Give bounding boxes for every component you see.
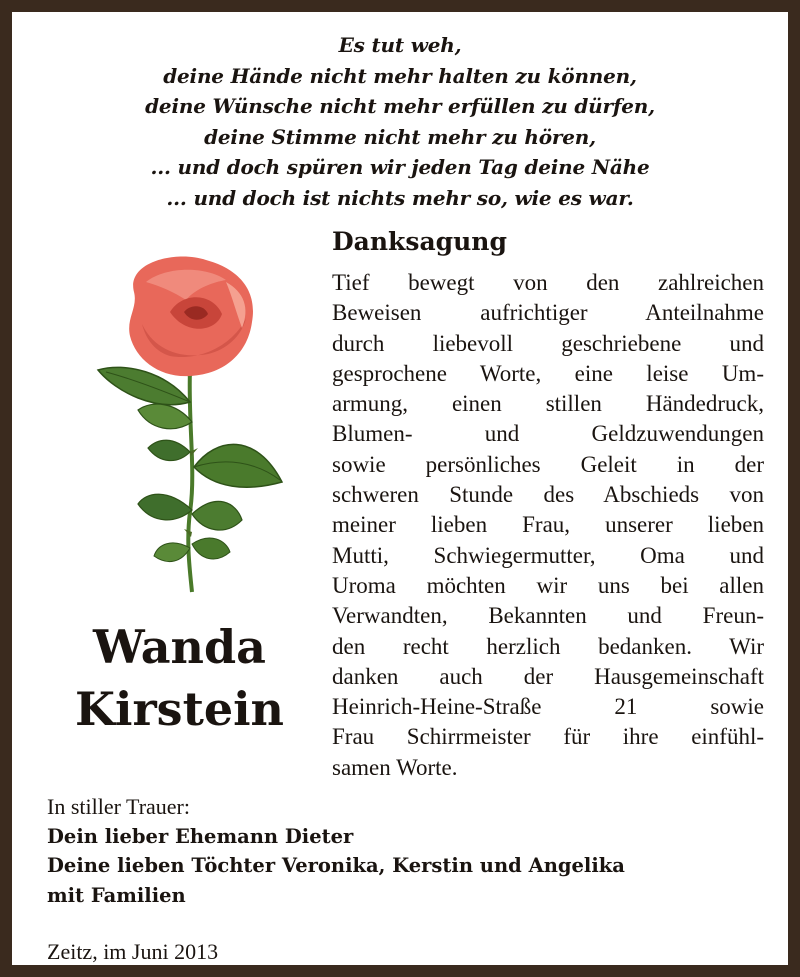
poem-line: Es tut weh, [338, 33, 462, 57]
poem-line: deine Hände nicht mehr halten zu können, [163, 63, 637, 88]
mourners-section [47, 792, 767, 910]
poem-line: ... und doch ist nichts mehr so, wie es war. [166, 185, 634, 210]
text-line: den recht herzlich bedanken. Wir [332, 633, 764, 659]
mourner-line: Deine lieben Töchter Veronika, Kerstin und Angelika [47, 854, 625, 877]
thanks-heading: Danksagung [332, 227, 507, 256]
mourner-line: mit Familien [47, 883, 186, 907]
text-line: meiner lieben Frau, unserer lieben [332, 512, 764, 538]
text-line: gesprochene Worte, eine leise Um- [332, 360, 764, 386]
text-line: durch liebevoll geschriebene und [332, 330, 764, 356]
poem-line: deine Stimme nicht mehr zu hören, [204, 124, 596, 149]
poem [12, 30, 788, 213]
last-name: Kirstein [74, 682, 285, 736]
text-line: schweren Stunde des Abschieds von [332, 482, 764, 508]
rose-icon [86, 252, 286, 597]
thanks-section [332, 222, 764, 783]
text-line: danken auch der Hausgemeinschaft [332, 663, 764, 689]
text-line: Tief bewegt von den zahlreichen [332, 270, 764, 295]
text-line: samen Worte. [332, 754, 458, 780]
deceased-name [52, 616, 307, 740]
place-date: Zeitz, im Juni 2013 [47, 939, 219, 964]
text-line: Beweisen aufrichtiger Anteilnahme [332, 300, 764, 326]
text-line: Uroma möchten wir uns bei allen [332, 572, 764, 598]
mourner-line: Dein lieber Ehemann Dieter [47, 824, 354, 848]
text-line: sowie persönliches Geleit in der [332, 451, 764, 477]
first-name: Wanda [93, 620, 266, 674]
poem-line: deine Wünsche nicht mehr erfüllen zu dürfen, [145, 94, 655, 118]
mourning-intro: In stiller Trauer: [47, 794, 190, 819]
thanks-text [332, 268, 764, 783]
text-line: Blumen- und Geldzuwendungen [332, 421, 764, 447]
poem-line: ... und doch spüren wir jeden Tag deine Nähe [150, 155, 650, 179]
text-line: armung, einen stillen Händedruck, [332, 391, 764, 417]
text-line: Frau Schirrmeister für ihre einfühl- [332, 724, 764, 750]
notice-frame [12, 12, 788, 965]
text-line: Mutti, Schwiegermutter, Oma und [332, 542, 764, 568]
text-line: Verwandten, Bekannten und Freun- [332, 603, 764, 629]
text-line: Heinrich-Heine-Straße 21 sowie [332, 694, 764, 720]
